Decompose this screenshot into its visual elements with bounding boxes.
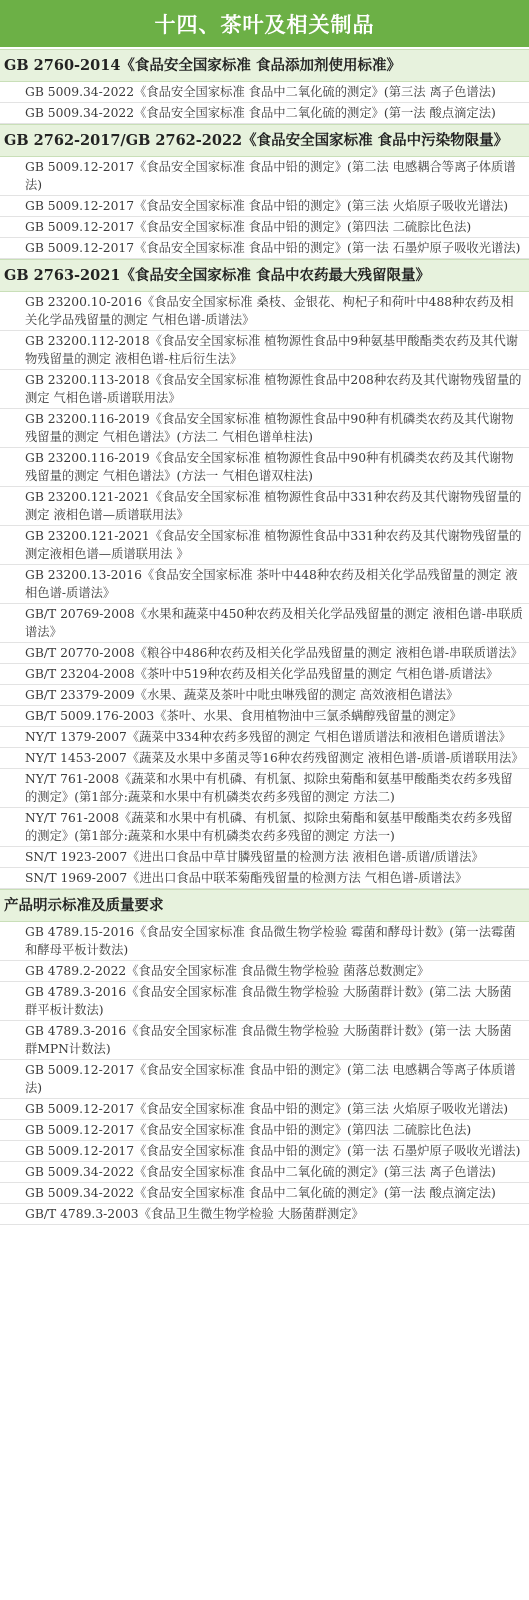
section-header: GB 2760-2014《食品安全国家标准 食品添加剂使用标准》 bbox=[0, 49, 529, 82]
method-standard-item: GB 4789.15-2016《食品安全国家标准 食品微生物学检验 霉菌和酵母计数》(第一法霉菌和酵母平板计数法) bbox=[0, 922, 529, 961]
method-standard-item: GB/T 20769-2008《水果和蔬菜中450种农药及相关化学品残留量的测定 液相色谱-串联质谱法》 bbox=[0, 604, 529, 643]
section-header: 产品明示标准及质量要求 bbox=[0, 889, 529, 922]
method-standard-item: GB 5009.12-2017《食品安全国家标准 食品中铅的测定》(第一法 石墨炉原子吸收光谱法) bbox=[0, 1141, 529, 1162]
section-header: GB 2763-2021《食品安全国家标准 食品中农药最大残留限量》 bbox=[0, 259, 529, 292]
method-standard-item: GB/T 23379-2009《水果、蔬菜及茶叶中吡虫啉残留的测定 高效液相色谱法》 bbox=[0, 685, 529, 706]
method-standard-item: SN/T 1969-2007《进出口食品中联苯菊酯残留量的检测方法 气相色谱-质谱法》 bbox=[0, 868, 529, 889]
method-standard-item: GB 5009.12-2017《食品安全国家标准 食品中铅的测定》(第二法 电感耦合等离子体质谱法) bbox=[0, 1060, 529, 1099]
method-standard-item: GB 5009.12-2017《食品安全国家标准 食品中铅的测定》(第三法 火焰原子吸收光谱法) bbox=[0, 196, 529, 217]
method-standard-item: GB 23200.112-2018《食品安全国家标准 植物源性食品中9种氨基甲酸酯类农药及其代谢物残留量的测定 液相色谱-柱后衍生法》 bbox=[0, 331, 529, 370]
standard-section bbox=[0, 49, 529, 124]
method-standard-item: GB 5009.12-2017《食品安全国家标准 食品中铅的测定》(第四法 二硫腙比色法) bbox=[0, 1120, 529, 1141]
method-standard-item: NY/T 1453-2007《蔬菜及水果中多菌灵等16种农药残留测定 液相色谱-质谱-质谱联用法》 bbox=[0, 748, 529, 769]
method-standard-item: GB 5009.34-2022《食品安全国家标准 食品中二氧化硫的测定》(第三法 离子色谱法) bbox=[0, 1162, 529, 1183]
method-standard-item: GB 23200.121-2021《食品安全国家标准 植物源性食品中331种农药及其代谢物残留量的测定液相色谱—质谱联用法 》 bbox=[0, 526, 529, 565]
method-standard-item: GB 5009.12-2017《食品安全国家标准 食品中铅的测定》(第四法 二硫腙比色法) bbox=[0, 217, 529, 238]
method-standard-item: NY/T 761-2008《蔬菜和水果中有机磷、有机氯、拟除虫菊酯和氨基甲酸酯类农药多残留的测定》(第1部分:蔬菜和水果中有机磷类农药多残留的测定 方法二) bbox=[0, 769, 529, 808]
method-standard-item: GB 23200.116-2019《食品安全国家标准 植物源性食品中90种有机磷类农药及其代谢物残留量的测定 气相色谱法》(方法一 气相色谱双柱法) bbox=[0, 448, 529, 487]
standards-list bbox=[0, 49, 529, 1225]
method-standard-item: GB 23200.10-2016《食品安全国家标准 桑枝、金银花、枸杞子和荷叶中488种农药及相关化学品残留量的测定 气相色谱-质谱法》 bbox=[0, 292, 529, 331]
method-standard-item: GB 5009.34-2022《食品安全国家标准 食品中二氧化硫的测定》(第三法 离子色谱法) bbox=[0, 82, 529, 103]
method-standard-item: GB 5009.34-2022《食品安全国家标准 食品中二氧化硫的测定》(第一法 酸点滴定法) bbox=[0, 103, 529, 124]
method-standard-item: GB 23200.121-2021《食品安全国家标准 植物源性食品中331种农药及其代谢物残留量的测定 液相色谱—质谱联用法》 bbox=[0, 487, 529, 526]
method-standard-item: GB 23200.116-2019《食品安全国家标准 植物源性食品中90种有机磷类农药及其代谢物残留量的测定 气相色谱法》(方法二 气相色谱单柱法) bbox=[0, 409, 529, 448]
standard-section bbox=[0, 124, 529, 259]
method-standard-item: SN/T 1923-2007《进出口食品中草甘膦残留量的检测方法 液相色谱-质谱/质谱法》 bbox=[0, 847, 529, 868]
method-standard-item: GB 4789.2-2022《食品安全国家标准 食品微生物学检验 菌落总数测定》 bbox=[0, 961, 529, 982]
method-standard-item: GB/T 20770-2008《粮谷中486种农药及相关化学品残留量的测定 液相色谱-串联质谱法》 bbox=[0, 643, 529, 664]
method-standard-item: GB/T 4789.3-2003《食品卫生微生物学检验 大肠菌群测定》 bbox=[0, 1204, 529, 1225]
method-standard-item: GB 4789.3-2016《食品安全国家标准 食品微生物学检验 大肠菌群计数》(第二法 大肠菌群平板计数法) bbox=[0, 982, 529, 1021]
method-standard-item: GB/T 23204-2008《茶叶中519种农药及相关化学品残留量的测定 气相色谱-质谱法》 bbox=[0, 664, 529, 685]
method-standard-item: GB 23200.113-2018《食品安全国家标准 植物源性食品中208种农药及其代谢物残留量的测定 气相色谱-质谱联用法》 bbox=[0, 370, 529, 409]
method-standard-item: GB 5009.12-2017《食品安全国家标准 食品中铅的测定》(第一法 石墨炉原子吸收光谱法) bbox=[0, 238, 529, 259]
method-standard-item: NY/T 761-2008《蔬菜和水果中有机磷、有机氯、拟除虫菊酯和氨基甲酸酯类农药多残留的测定》(第1部分:蔬菜和水果中有机磷类农药多残留的测定 方法一) bbox=[0, 808, 529, 847]
method-standard-item: NY/T 1379-2007《蔬菜中334种农药多残留的测定 气相色谱质谱法和液相色谱质谱法》 bbox=[0, 727, 529, 748]
section-header: GB 2762-2017/GB 2762-2022《食品安全国家标准 食品中污染物限量》 bbox=[0, 124, 529, 157]
method-standard-item: GB 5009.12-2017《食品安全国家标准 食品中铅的测定》(第二法 电感耦合等离子体质谱法) bbox=[0, 157, 529, 196]
method-standard-item: GB 5009.12-2017《食品安全国家标准 食品中铅的测定》(第三法 火焰原子吸收光谱法) bbox=[0, 1099, 529, 1120]
method-standard-item: GB 5009.34-2022《食品安全国家标准 食品中二氧化硫的测定》(第一法 酸点滴定法) bbox=[0, 1183, 529, 1204]
method-standard-item: GB 4789.3-2016《食品安全国家标准 食品微生物学检验 大肠菌群计数》(第一法 大肠菌群MPN计数法) bbox=[0, 1021, 529, 1060]
standard-section bbox=[0, 889, 529, 1225]
method-standard-item: GB/T 5009.176-2003《茶叶、水果、食用植物油中三氯杀螨醇残留量的测定》 bbox=[0, 706, 529, 727]
page-title: 十四、茶叶及相关制品 bbox=[0, 0, 529, 49]
standard-section bbox=[0, 259, 529, 889]
method-standard-item: GB 23200.13-2016《食品安全国家标准 茶叶中448种农药及相关化学品残留量的测定 液相色谱-质谱法》 bbox=[0, 565, 529, 604]
